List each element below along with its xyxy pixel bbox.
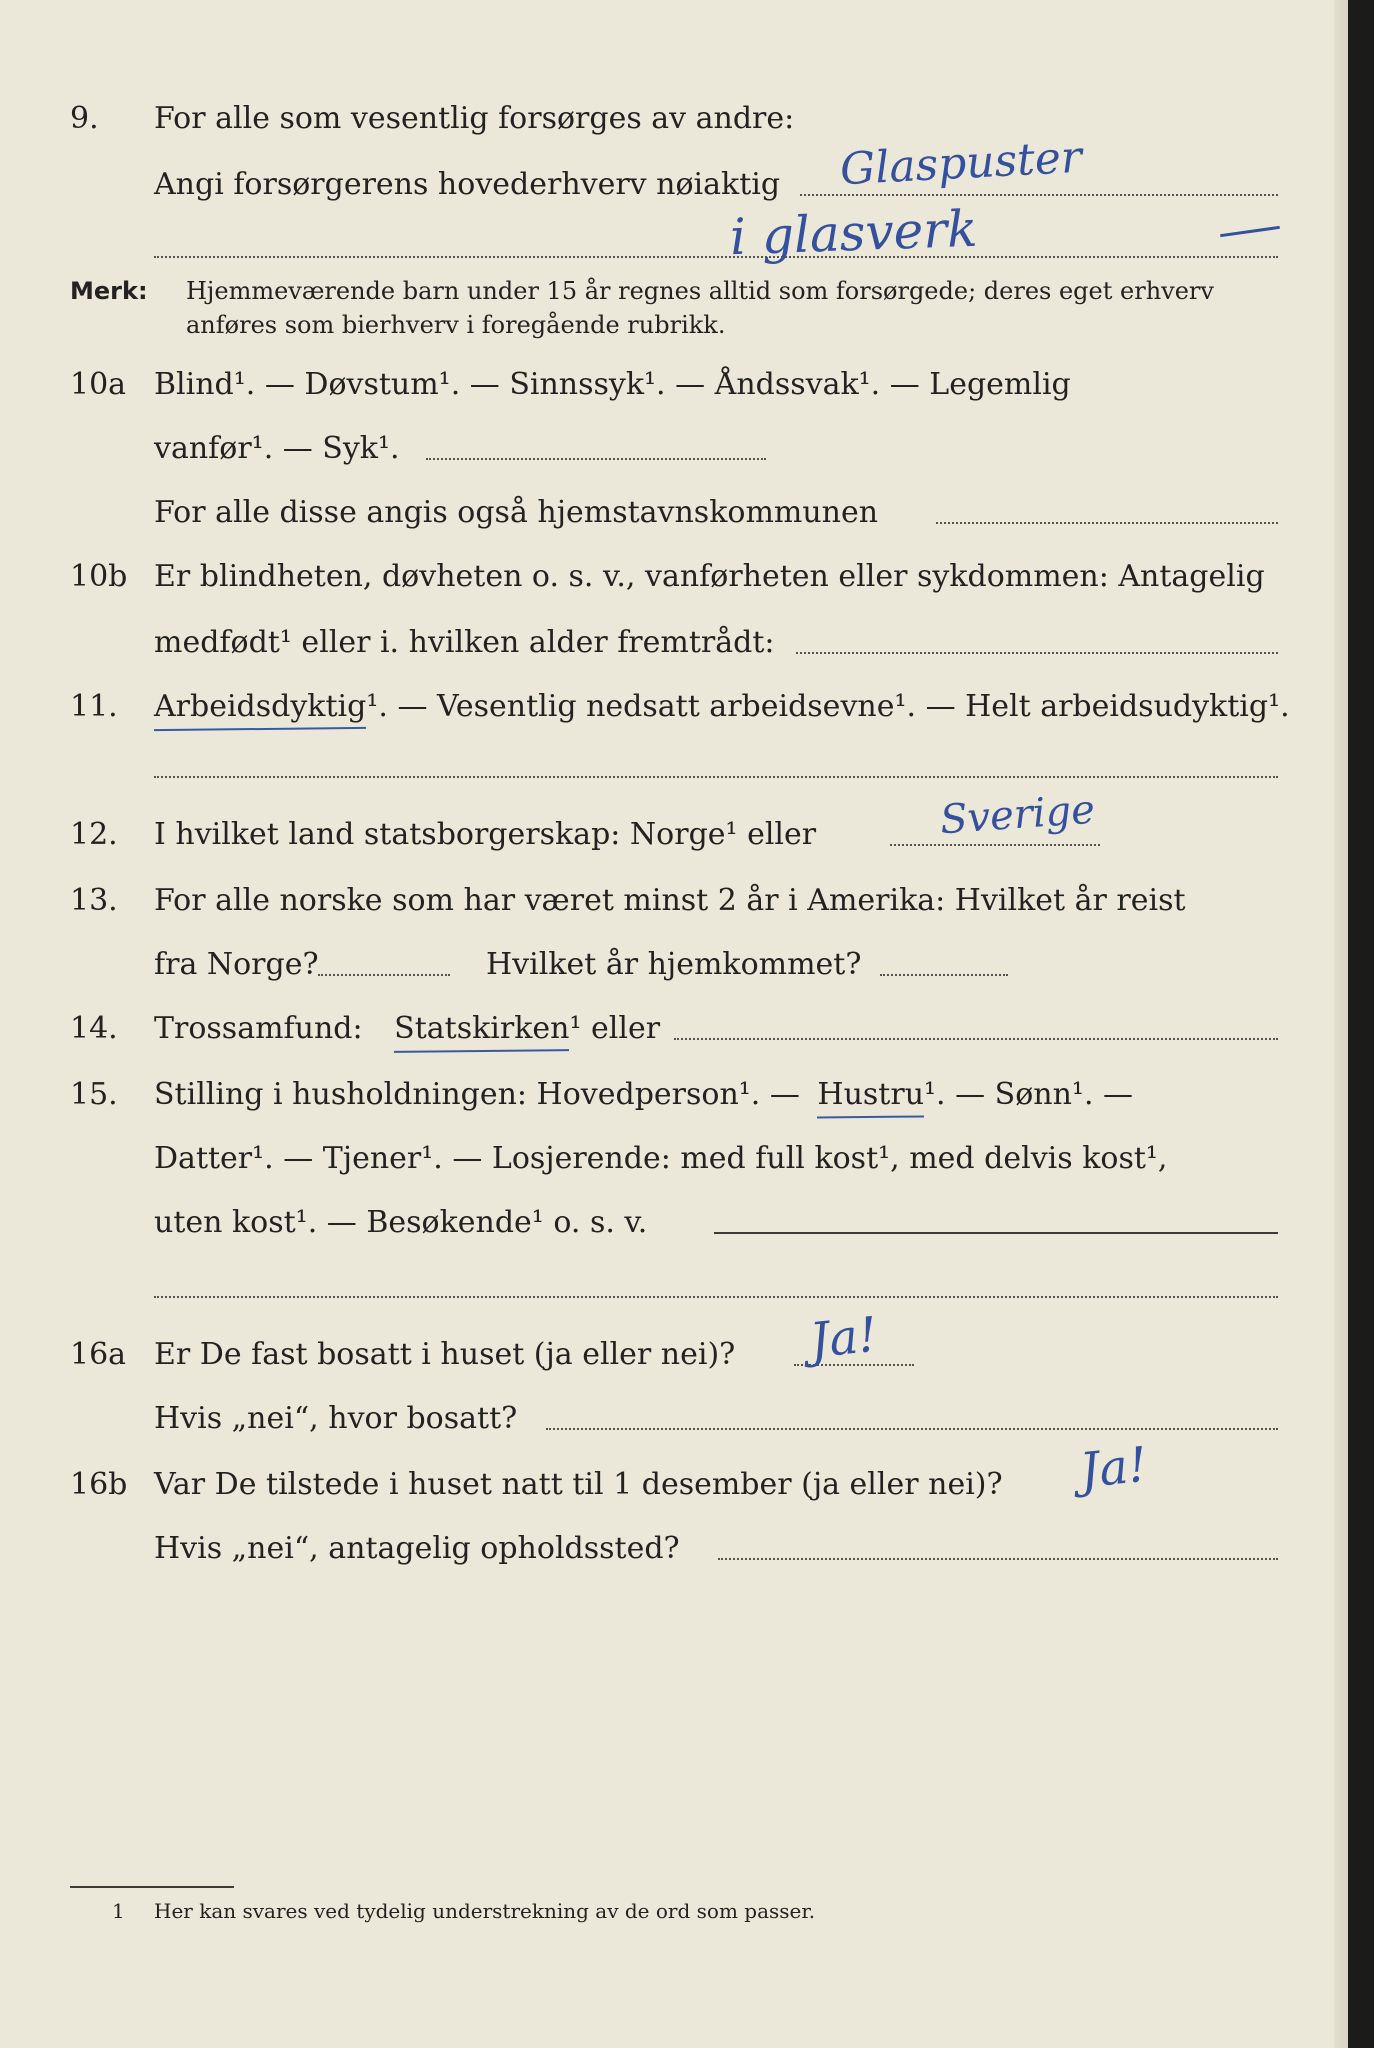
footnote-rule bbox=[70, 1886, 234, 1888]
q10b-line2: medfødt¹ eller i. hvilken alder fremtrådt: bbox=[154, 625, 775, 660]
q16a-number: 16a bbox=[70, 1337, 127, 1372]
q15-answer-line bbox=[714, 1232, 1278, 1234]
q14-label: Trossamfund: bbox=[154, 1011, 363, 1046]
q12-line: I hvilket land statsborgerskap: Norge¹ eller bbox=[154, 817, 817, 852]
q15-line1 bbox=[154, 1076, 1133, 1114]
q11-underlined-option: Arbeidsdyktig bbox=[154, 689, 367, 724]
q15-answer-line2 bbox=[154, 1296, 1278, 1298]
q12-answer-line bbox=[890, 844, 1100, 846]
q15-pre: Stilling i husholdningen: Hovedperson¹. — bbox=[154, 1077, 800, 1112]
q10a-answer-line bbox=[426, 458, 766, 460]
q11-answer-line bbox=[154, 776, 1278, 778]
q13-number: 13. bbox=[70, 883, 118, 918]
merk-line1: Hjemmeværende barn under 15 år regnes alltid som forsørgede; deres eget erhverv bbox=[186, 277, 1214, 305]
q11-rest: ¹. — Vesentlig nedsatt arbeidsevne¹. — Helt arbeidsudyktig¹. bbox=[366, 689, 1290, 724]
merk-label: Merk: bbox=[70, 277, 148, 305]
q10a-line2: vanfør¹. — Syk¹. bbox=[154, 431, 400, 466]
q13-departure-line bbox=[318, 974, 450, 976]
q16b-line1: Var De tilstede i huset natt til 1 desember (ja eller nei)? bbox=[154, 1467, 1003, 1502]
q14-rest: ¹ eller bbox=[569, 1011, 661, 1046]
q10a-number: 10a bbox=[70, 367, 127, 402]
q9-answer-line2 bbox=[154, 256, 1278, 258]
q15-post: ¹. — Sønn¹. — bbox=[924, 1077, 1134, 1112]
q16b-handwritten-answer: Ja! bbox=[1077, 1436, 1150, 1500]
merk-line2: anføres som bierhverv i foregående rubrikk. bbox=[186, 311, 726, 339]
q16b-location-line bbox=[718, 1558, 1278, 1560]
q9-handwritten-workplace: i glasverk bbox=[729, 199, 979, 267]
q16a-line2: Hvis „nei“, hvor bosatt? bbox=[154, 1401, 518, 1436]
q11-line bbox=[154, 688, 1290, 726]
q15-line2: Datter¹. — Tjener¹. — Losjerende: med full kost¹, med delvis kost¹, bbox=[154, 1141, 1168, 1176]
q14-underlined-option: Statskirken bbox=[394, 1011, 570, 1046]
q16a-line1: Er De fast bosatt i huset (ja eller nei)? bbox=[154, 1337, 736, 1372]
q13-return-line bbox=[880, 974, 1008, 976]
q16b-line2: Hvis „nei“, antagelig opholdssted? bbox=[154, 1531, 680, 1566]
q10a-municipality-line bbox=[936, 522, 1278, 524]
q15-number: 15. bbox=[70, 1077, 118, 1112]
q14-line bbox=[154, 1010, 660, 1048]
q13-line2b: Hvilket år hjemkommet? bbox=[486, 947, 862, 982]
q11-number: 11. bbox=[70, 689, 118, 724]
q9-number: 9. bbox=[70, 101, 99, 136]
footnote-mark: 1 bbox=[112, 1899, 125, 1923]
q14-number: 14. bbox=[70, 1011, 118, 1046]
q10a-line3: For alle disse angis også hjemstavnskommunen bbox=[154, 495, 879, 530]
q9-line2: Angi forsørgerens hovederhverv nøiaktig bbox=[154, 167, 781, 202]
q10b-line1: Er blindheten, døvheten o. s. v., vanførheten eller sykdommen: Antagelig bbox=[154, 559, 1265, 594]
q10b-answer-line bbox=[796, 652, 1278, 654]
q10b-number: 10b bbox=[70, 559, 128, 594]
q9-handwritten-occupation: Glaspuster bbox=[838, 131, 1084, 196]
q9-answer-line1 bbox=[800, 194, 1278, 196]
q12-handwritten-country: Sverige bbox=[938, 786, 1097, 844]
page-edge bbox=[1334, 0, 1348, 2048]
q16a-handwritten-answer: Ja! bbox=[807, 1306, 880, 1370]
handwritten-stroke bbox=[1220, 226, 1280, 237]
q14-answer-line bbox=[674, 1038, 1278, 1040]
q13-line1: For alle norske som har været minst 2 år i Amerika: Hvilket år reist bbox=[154, 883, 1186, 918]
q9-line1: For alle som vesentlig forsørges av andre: bbox=[154, 101, 795, 136]
footnote-text: Her kan svares ved tydelig understrekning av de ord som passer. bbox=[154, 1899, 816, 1923]
q16a-residence-line bbox=[546, 1428, 1278, 1430]
q13-line2a: fra Norge? bbox=[154, 947, 319, 982]
q15-line3: uten kost¹. — Besøkende¹ o. s. v. bbox=[154, 1205, 648, 1240]
q16b-number: 16b bbox=[70, 1467, 128, 1502]
q15-underlined-option: Hustru bbox=[817, 1077, 925, 1112]
q12-number: 12. bbox=[70, 817, 118, 852]
q10a-line1: Blind¹. — Døvstum¹. — Sinnssyk¹. — Åndssvak¹. — Legemlig bbox=[154, 367, 1071, 402]
